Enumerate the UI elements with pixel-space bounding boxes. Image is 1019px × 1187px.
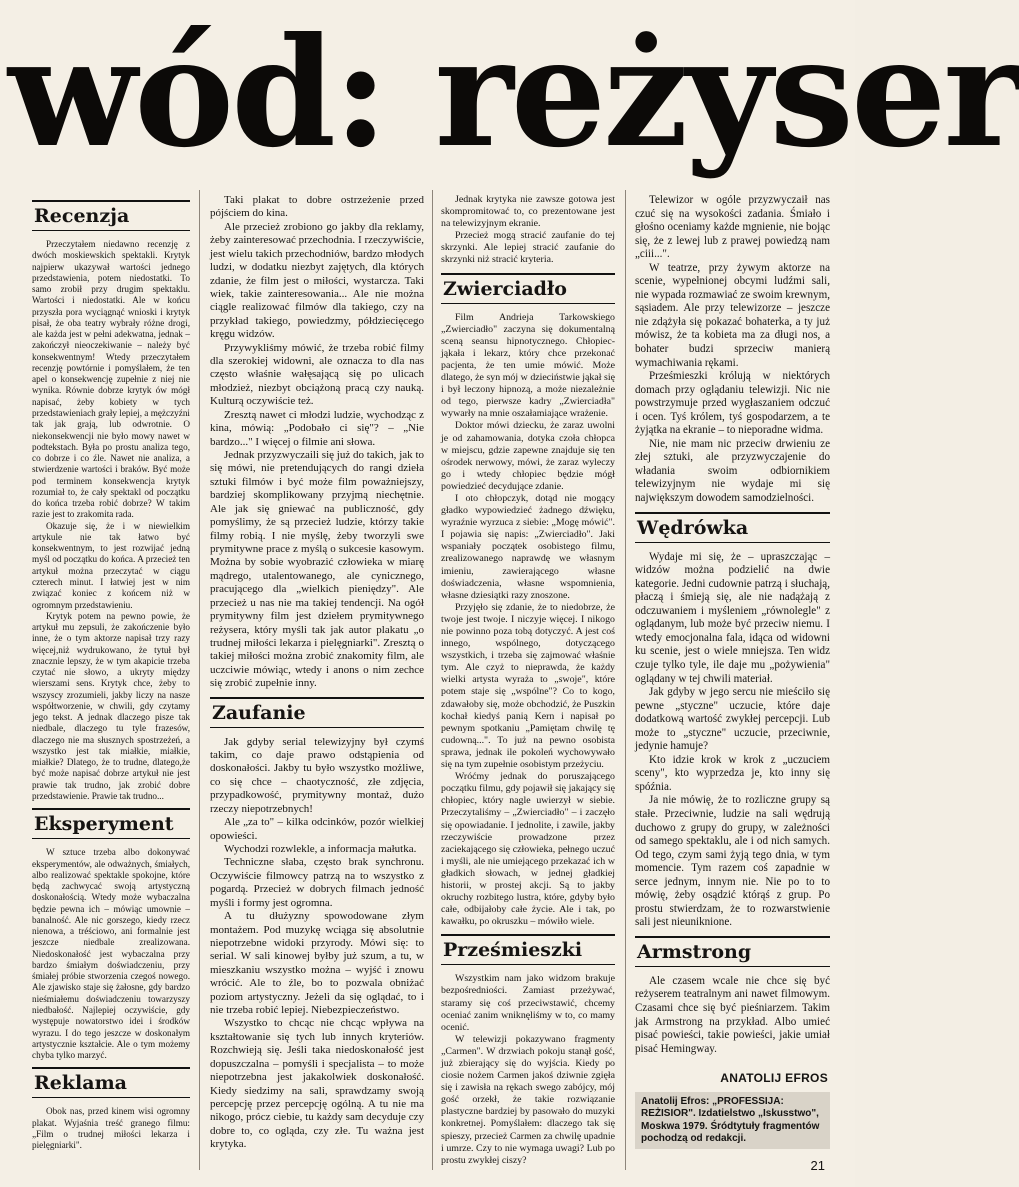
paragraph: Nie, nie mam nic przeciw drwieniu ze złej sztuki, ale przyzwyczajenie do władania swoim odbiornikiem telewizyjnym nie wydaje mi się największym dowodem samodzielności.	[635, 437, 830, 505]
paragraph: Film Andrieja Tarkowskiego „Zwierciadło" zaczyna się dokumentalną sceną seansu hipnotycznego. Chłopiec-jąkała i lekarz, który chce przekonać pacjenta, że ten umie mówić. Może dlatego, że syn mój w dzieciństwie jąkał się i był leczony hipnozą, a może niezależnie od tego, pierwsze kadry „Zwierciadła" wywarły na mnie oszałamiające wrażenie.	[441, 311, 615, 420]
author-signature: ANATOLIJ EFROS	[720, 1071, 828, 1086]
paragraph: Telewizor w ogóle przyzwyczaił nas czuć się na wysokości zadania. Śmiało i głośno oceniamy każde mgnienie, nie bojąc się, że z lewej lub z prawej powiedzą nam „ciii...".	[635, 194, 830, 261]
paragraph: Ale „za to" – kilka odcinków, pozór wielkiej opowieści.	[210, 816, 424, 842]
paragraph: Zresztą nawet ci młodzi ludzie, wychodząc z kina, mówią: „Podobało ci się"? – „Nie bardzo..." I więcej o filmie ani słowa.	[210, 408, 424, 448]
page-number: 21	[810, 1158, 825, 1173]
paragraph: I oto chłopczyk, dotąd nie mogący gładko wypowiedzieć żadnego dźwięku, wyraźnie wyrzuca z siebie: „Mogę mówić". I pojawia się napis: „Zwierciadło". Jaki wspaniały początek osobistego filmu, zrealizowanego naprawdę we własnym imieniu, zawierającego własne doświadczenia, własne wspomnienia, własne dziesiątki razy znoszone.	[441, 492, 615, 601]
paragraph: Wychodzi rozwlekle, a informacja małutka.	[224, 842, 417, 855]
paragraph: Wszystko to chcąc nie chcąc wpływa na kształtowanie się tych lub innych kryteriów. Rozchwieją się. Jeśli taka niedoskonałość jest dopuszczalna – pomyśli i specjalista – to może niepotrzebna jest jakakolwiek doskonałość. Kiedy siedzimy na sali, sprawdzamy swoją percepcję przez percepcję ogólną. A tu nie ma nikogo, prócz ciebie, tu każdy sam decyduje czy dobre to, co ogląda, czy złe. Tu ważna jest krytyka.	[210, 1017, 424, 1151]
section-title-zaufanie: Zaufanie	[210, 697, 424, 728]
section-title-reklama: Reklama	[32, 1067, 190, 1098]
column-divider	[199, 190, 200, 1170]
section-title-przesmieszki: Prześmieszki	[441, 934, 615, 965]
column-4	[635, 194, 830, 1167]
paragraph: A tu dłużyzny spowodowane złym montażem. Pod muzykę wciąga się absolutnie niepotrzebne widoki przyrody. Mówi się: to serial. W sali kinowej byłby już szum, a tu, w mieszkaniu wszystko można – wyjść i znowu wrócić. Ale to źle, bo to pozwala obniżać poziom artystyczny. Jeżeli da się oglądać, to i nie trzeba robić lepiej. Niebezpieczeństwo.	[210, 910, 424, 1017]
paragraph: Wróćmy jednak do poruszającego początku filmu, gdy pojawił się jakający się chłopiec, który nagle uwierzył w siebie. Przeczytaliśmy – „Zwierciadło" – i zaczęło się opowiadanie. I jednolite, i zawile, jakby rzeczywiście prowadzone przez zaciekającego się człowieka, pełnego uczuć i myśli, ale nie umiejącego przekazać ich w gładkich słowach, w jednej gładkiej historii, w prostej akcji. Są to jakby okruchy rozbitego lustra, które, gdyby było całe, odbijałoby całe życie. Ale i tak, po kawałku, po okruszku – mówiło wiele.	[441, 771, 615, 928]
paragraph: Obok nas, przed kinem wisi ogromny plakat. Wyjaśnia treść granego filmu: „Film o trudnej miłości lekarza i pielęgniarki".	[32, 1106, 190, 1151]
paragraph: Wydaje mi się, że – upraszczając – widzów można podzielić na dwie kategorie. Jedni cudownie patrzą i słuchają, płaczą i śmieją się, ale nie nadążają z odczuwaniem i myśleniem „równolegle" z oglądanym, lub może być przeciw niemu. I wtedy emocjonalna fala, idąca od widowni ku scenie, jest o wiele mniejsza. Ten widz czuje tylko tyle, ile daje mu „pożywienia" oglądany w tej chwili materiał.	[635, 550, 830, 685]
paragraph: Krytyk potem na pewno powie, że artykuł mu zepsuli, że zakończenie było inne, że o tym aktorze napisał trzy razy więcej,niż wydrukowano, że tytuł był znacznie lepszy, że w tym akapicie trzeba czytać nie słowo, a ukryty między wierszami sens. Krytyk chce, żeby to wszyscy zrozumieli, jakby liczy na nasze współtworzenie, w chwili, gdy czytamy jego tekst. A jednak dlaczego pisze tak niedbale, dlaczego tu tyle frazesów, dlaczego nie ma słusznych spostrzeżeń, a wszystko jest tak miałkie, miałkie, miałkie? Dlatego, że to trudne, dlatego,że być może napisać dobrze artykuł nie jest prawie tak trudno, jak zrobić dobre przedstawienie. Prawie tak trudno...	[32, 610, 190, 802]
column-2	[210, 194, 424, 1167]
paragraph: Przywykliśmy mówić, że trzeba robić filmy dla szerokiej widowni, ale oznacza to dla nas często właśnie wałęsającą się po ulicach młodzież, niezbyt obciążoną pracą czy nauką. Kulturą oczywiście też.	[210, 341, 424, 408]
section-title-eksperyment: Eksperyment	[32, 808, 190, 839]
paragraph: Wszystkim nam jako widzom brakuje bezpośredniości. Zamiast przeżywać, staramy się coś przeciwstawić, chcemy oceniać zanim wniknęliśmy w to, co mamy ocenić.	[441, 973, 615, 1033]
paragraph: Ale przecież zrobiono go jakby dla reklamy, żeby zainteresować przechodnia. I rzeczywiście, jest wielu takich przechodniów, bardzo młodych ludzi, w dodatku niezbyt zajętych, dla których zdanie, że film jest o miłości, wystarcza. Taki wiek, takie zainteresowania... Ale nie można ciągle realizować filmów dla takiego, czy na przykład takiego, powiedzmy, półdziecięcego kręgu widzów.	[210, 220, 424, 341]
paragraph: Przeczytałem niedawno recenzję z dwóch moskiewskich spektakli. Krytyk najpierw ukazywał wartości jednego przedstawienia, potem niedostatki. To samo zrobił przy drugim spektaklu. Wartości i niedostatki. Ale w końcu przyszła pora wyciągnąć wnioski i krytyk pisał, że oba teatry wybrały różne drogi, ale każda jest w pełni adekwatna, jednak – zakończył nieoczekiwanie – należy być konsekwentnym! Wtedy przeczytałem recenzję powtórnie i pomyślałem, że ten apel o konsekwencję zupełnie z niej nie wynika. Równie dobrze krytyk ów mógł napisać, żeby kobiety w tych przedstawieniach grały lepiej, a mężczyźni tak jak grają, lub odwrotnie. O niekonsekwencji nie było mowy nawet w podtekstach. Była po prostu analiza tego, co dobrze i co źle. Nawet nie analiza, a stwierdzenie wartości i braków. Być może pod terminem konsekwencja krytyk rozumiał to, że cały spektakl od początku do końca trzeba robić dobrze? W takim razie jest to zrakomita rada.	[32, 239, 190, 520]
column-divider	[432, 190, 433, 1170]
paragraph: W telewizji pokazywano fragmenty „Carmen". W drzwiach pokoju stanął gość, już zbierający się do wyjścia. Kiedy po ciosie nożem Carmen jakoś dziwnie zgięła się i zawisła na rękach swego zabójcy, mój gość orzekł, że takie rozwiązanie plastyczne bardziej by pasowało do muzyki konkretnej. Pomyślałem: dlaczego tak się spieszy, przecież Carmen za chwilę upadnie i umrze. Czy to nie wymaga uwagi? Lub po prostu zwykłej ciszy?	[441, 1033, 615, 1166]
source-note: Anatolij Efros: „PROFESSIJA: REŻISIOR". Izdatielstwo „Iskusstwo", Moskwa 1979. Śródtytuły fragmentów pochodzą od redakcji.	[635, 1092, 830, 1150]
section-title-wedrowka: Wędrówka	[635, 512, 830, 543]
paragraph: Jednak przyzwyczaili się już do takich, jak to się mówi, nie pretendujących do rangi dzieła sztuki filmów i być może film poważniejszy, bardziej skomplikowany przyjmą niechętnie. Ale jak się gniewać na publiczność, gdy pomyślimy, że są przecież ludzie, którzy takie filmy robią. I nie myślę, żeby tworzyli swe prymitywne prace z myślą o sukcesie kasowym. Można by sobie wyobrazić człowieka w miarę mądrego, utalentowanego, ale cynicznego, pracującego dla „wielkich pieniędzy". Ale przecież u nas nie ma takiej tendencji. Na ogół prymitywny film jest dziełem prymitywnego reżysera, który myśli tak jak autor plakatu „o trudnej miłości lekarza i pielęgniarki". Zresztą o takiej miłości można zrobić znakomity film, ale uczciwie mówiąc, wtedy i anons o nim zechce się zrobić zupełnie inny.	[210, 449, 424, 690]
paragraph: Ale czasem wcale nie chce się być reżyserem teatralnym ani nawet filmowym. Czasami chce się być pieśniarzem. Takim jak Armstrong na przykład. Albo umieć pisać powieści, takie powieści, jakie umiał pisać Hemingway.	[635, 974, 830, 1055]
headline: wód: reżyser	[8, 5, 1019, 181]
paragraph: Jednak krytyka nie zawsze gotowa jest skompromitować to, co prezentowane jest na telewizyjnym ekranie.	[441, 194, 615, 230]
paragraph: Jak gdyby serial telewizyjny był czymś takim, co daje prawo odstąpienia od doskonałości. Jakby tu było wszystko możliwe, co się chce – chaotyczność, złe zdjęcia, przypadkowość, prymitywny montaż, dużo rzeczy niepotrzebnych!	[210, 735, 424, 815]
column-3	[441, 194, 615, 1167]
paragraph: Ja nie mówię, że to rozliczne grupy są stałe. Przeciwnie, ludzie na sali wędrują duchowo z grupy do grupy, w zależności od samego spektaklu, ale i od nich samych. Od tego, czym sami żyją tego dnia, w tym momencie. Tym razem coś zapadnie w serce jednym, innym nie. Nie po to to mówię, żeby osądzić którąś z grup. Po prostu stwierdzam, że to rozwarstwienie sali jest nieuniknione.	[635, 794, 830, 929]
paragraph: Przyjęło się zdanie, że to niedobrze, że twoje jest twoje. I niczyje więcej. I nikogo nie powinno poza tobą dotyczyć. A jest coś innego, wspólnego, dotyczącego wszystkich, i trzeba się zajmować właśnie tym. Ale czyż to nieprawda, że każdy wielki artysta wyraża to „swoje", które potem staje się „wspólne"? Co to kogo, zdawałoby się, może obchodzić, że Puszkin kochał kiedyś panią Kern i napisał po pewnym spotkaniu „Pamiętam chwilę tę cudowną...". To już na pewno osobista sprawa, jednak ile pokoleń wychowywało się na tym zupełnie osobistym przeżyciu.	[441, 601, 615, 771]
column-divider	[625, 190, 626, 1170]
paragraph: W sztuce trzeba albo dokonywać eksperymentów, ale odważnych, śmiałych, albo realizować spektakle spokojne, które będą zachwycać swoją artystyczną doskonałością. Wtedy może wybaczalna będzie pewna ich – mówiąc umownie – banalność. Ale nic gorszego, kiedy rzecz nienowa, a tréściowo, ani formalnie jest jeszcze niedbale zrealizowana. Niedoskonałość jest wybaczalna przy bardzo śmiałym doświadczeniu, przy śmiałej próbie stworzenia czegoś nowego. Ale zjawisko staje się żałosne, gdy bardzo nieśmiałemu doświadczeniu towarzyszy niedbałość. Najlepiej oczywiście, gdy występuje nowatorstwo idei i środków wyrazu. I do tego jeszcze w doskonałym artystycznie kształcie. Ale o tym możemy chyba tylko marzyć.	[32, 847, 190, 1061]
paragraph: Jak gdyby w jego sercu nie mieściło się pewne „styczne" uczucie, które daje dodatkową wartość zwykłej percepcji. Lub może to „styczne" uczucie, przeciwnie, jedynie hamuje?	[635, 686, 830, 753]
paragraph: Przecież mogą stracić zaufanie do tej skrzynki. Ale lepiej stracić zaufanie do skrzynki niż stracić kryteria.	[441, 230, 615, 266]
paragraph: Prześmieszki królują w niektórych domach przy oglądaniu telewizji. Nic nie powstrzymuje przed wygłaszaniem odczuć i ocen. Tyś królem, tyś gospodarzem, a te żyjątka na ekranie – to nieporadne widma.	[635, 370, 830, 437]
section-title-zwierciadlo: Zwierciadło	[441, 273, 615, 304]
paragraph: Kto idzie krok w krok z „uczuciem sceny", kto wyprzedza je, kto inny się spóźnia.	[635, 753, 830, 793]
paragraph: Taki plakat to dobre ostrzeżenie przed pójściem do kina.	[210, 194, 424, 220]
paragraph: Doktor mówi dziecku, że zaraz uwolni je od zahamowania, dotyka czoła chłopca w miejscu, gdzie zapewne znajduje się ten ośrodek nerwowy, mówi, że zaraz wyleczy go i wtedy chłopiec będzie mógł powiedzieć decydujące zdanie.	[441, 420, 615, 492]
paragraph: Techniczne słaba, często brak synchronu. Oczywiście filmowcy patrzą na to wszystko z pogardą. Przecież w dobrych filmach jedność myśli i formy jest ogromna.	[210, 856, 424, 909]
paragraph: Okazuje się, że i w niewielkim artykule nie tak łatwo być konsekwentnym, to jest rozwijać jedną myśl od początku do końca. A przecież ten artykuł można przeczytać w ciągu czterech minut. I łatwiej jest w nim związać koniec z końcem niż w ogromnym przedstawieniu.	[32, 520, 190, 610]
paragraph: W teatrze, przy żywym aktorze na scenie, wypełnionej obcymi ludźmi sali, nie wypada rozmawiać ze swoim krewnym, sąsiadem. Ale przy telewizorze – jeszcze nie zdążyła się pokazać bohaterka, a ty już mówisz, że ta kobieta ma za długi nos, a bohater budzi sprzeciw manierą wymachiwania rękami.	[635, 261, 830, 369]
section-title-recenzja: Recenzja	[32, 200, 190, 231]
section-title-armstrong: Armstrong	[635, 936, 830, 967]
column-1	[32, 194, 190, 1167]
